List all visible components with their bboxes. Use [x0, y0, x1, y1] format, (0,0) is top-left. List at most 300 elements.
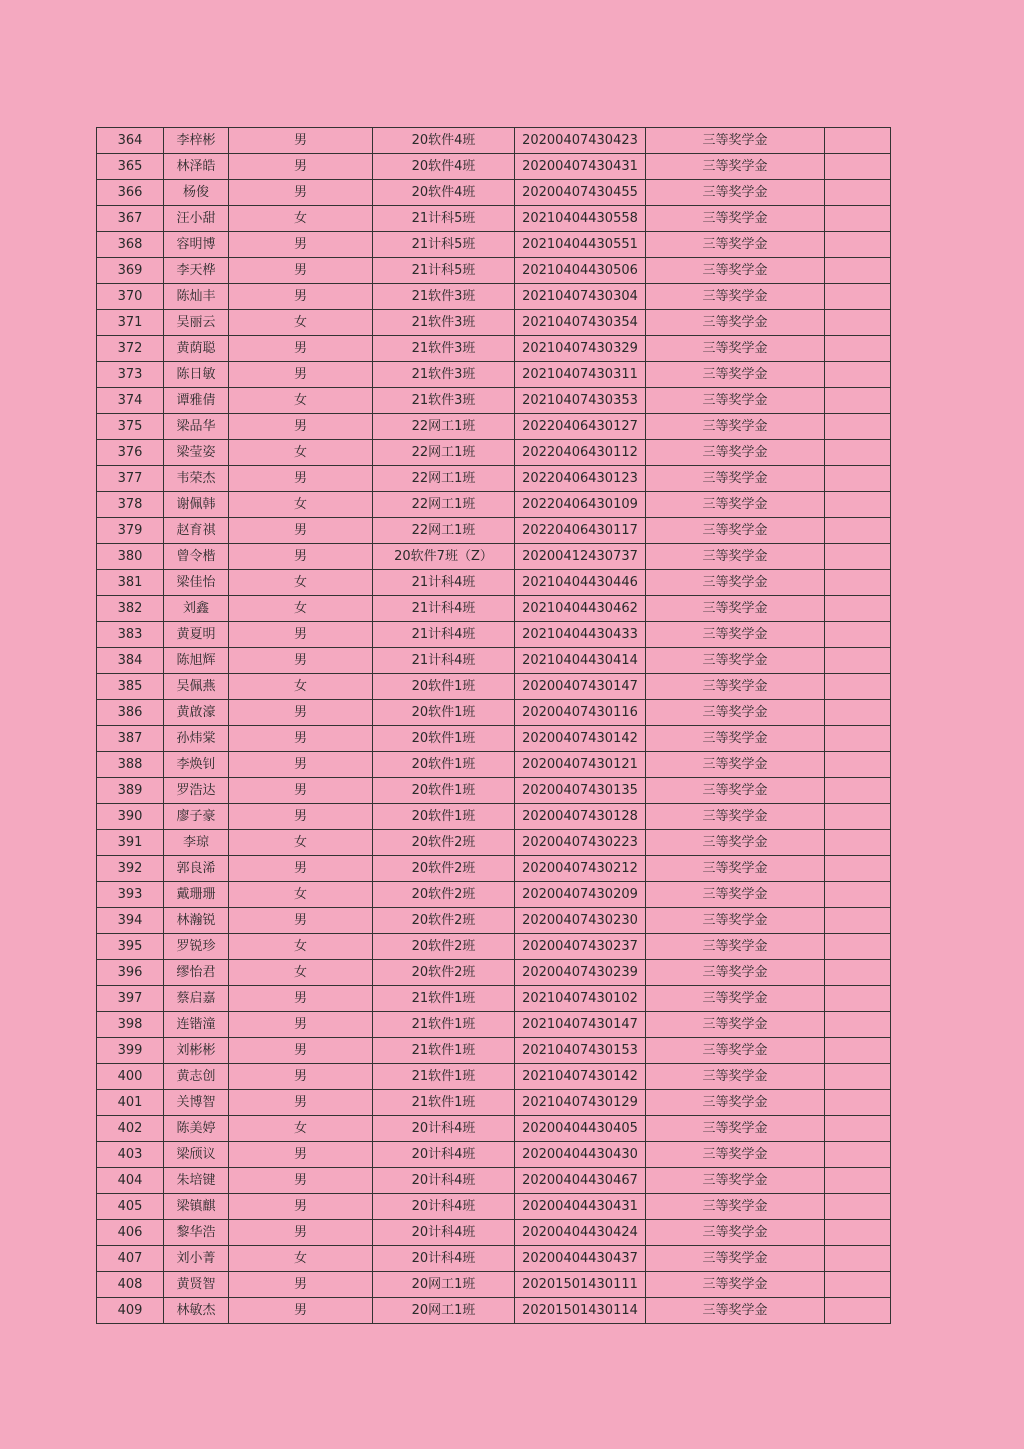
award-cell: 三等奖学金: [646, 1116, 825, 1142]
row-number-cell: 399: [97, 1038, 164, 1064]
row-number-cell: 370: [97, 284, 164, 310]
remark-cell: [825, 856, 891, 882]
award-cell: 三等奖学金: [646, 1090, 825, 1116]
gender-cell: 男: [229, 908, 373, 934]
table-row: [97, 856, 891, 882]
table-row: [97, 1298, 891, 1324]
table-row: [97, 986, 891, 1012]
row-number-cell: 402: [97, 1116, 164, 1142]
award-cell: 三等奖学金: [646, 1298, 825, 1324]
table-row: [97, 960, 891, 986]
award-cell: 三等奖学金: [646, 674, 825, 700]
class-cell: 21计科5班: [373, 206, 515, 232]
student-name-cell: 罗锐珍: [164, 934, 229, 960]
award-cell: 三等奖学金: [646, 934, 825, 960]
award-cell: 三等奖学金: [646, 908, 825, 934]
table-row: [97, 1038, 891, 1064]
class-cell: 20计科4班: [373, 1142, 515, 1168]
table-row: [97, 206, 891, 232]
student-id-cell: 20210404430414: [515, 648, 646, 674]
gender-cell: 女: [229, 960, 373, 986]
award-cell: 三等奖学金: [646, 466, 825, 492]
row-number-cell: 404: [97, 1168, 164, 1194]
student-id-cell: 20200407430121: [515, 752, 646, 778]
student-id-cell: 20210407430353: [515, 388, 646, 414]
class-cell: 22网工1班: [373, 414, 515, 440]
remark-cell: [825, 674, 891, 700]
award-cell: 三等奖学金: [646, 362, 825, 388]
remark-cell: [825, 804, 891, 830]
student-name-cell: 容明博: [164, 232, 229, 258]
row-number-cell: 374: [97, 388, 164, 414]
gender-cell: 女: [229, 492, 373, 518]
remark-cell: [825, 622, 891, 648]
award-cell: 三等奖学金: [646, 258, 825, 284]
award-cell: 三等奖学金: [646, 778, 825, 804]
gender-cell: 男: [229, 1012, 373, 1038]
table-row: [97, 544, 891, 570]
student-id-cell: 20200407430209: [515, 882, 646, 908]
remark-cell: [825, 414, 891, 440]
class-cell: 21计科5班: [373, 258, 515, 284]
row-number-cell: 372: [97, 336, 164, 362]
row-number-cell: 371: [97, 310, 164, 336]
class-cell: 21软件1班: [373, 1012, 515, 1038]
remark-cell: [825, 362, 891, 388]
award-cell: 三等奖学金: [646, 128, 825, 154]
table-row: [97, 830, 891, 856]
row-number-cell: 377: [97, 466, 164, 492]
award-cell: 三等奖学金: [646, 700, 825, 726]
student-id-cell: 20220406430117: [515, 518, 646, 544]
class-cell: 21计科5班: [373, 232, 515, 258]
remark-cell: [825, 440, 891, 466]
student-name-cell: 黄贤智: [164, 1272, 229, 1298]
student-name-cell: 杨俊: [164, 180, 229, 206]
student-name-cell: 林泽皓: [164, 154, 229, 180]
award-cell: 三等奖学金: [646, 1142, 825, 1168]
remark-cell: [825, 934, 891, 960]
remark-cell: [825, 1220, 891, 1246]
row-number-cell: 368: [97, 232, 164, 258]
table-row: [97, 570, 891, 596]
remark-cell: [825, 128, 891, 154]
award-cell: 三等奖学金: [646, 206, 825, 232]
table-row: [97, 1064, 891, 1090]
table-row: [97, 882, 891, 908]
student-name-cell: 赵育祺: [164, 518, 229, 544]
student-id-cell: 20200407430212: [515, 856, 646, 882]
row-number-cell: 365: [97, 154, 164, 180]
class-cell: 20软件1班: [373, 778, 515, 804]
gender-cell: 女: [229, 1246, 373, 1272]
award-cell: 三等奖学金: [646, 570, 825, 596]
award-cell: 三等奖学金: [646, 336, 825, 362]
remark-cell: [825, 180, 891, 206]
class-cell: 20计科4班: [373, 1168, 515, 1194]
table-row: [97, 674, 891, 700]
row-number-cell: 400: [97, 1064, 164, 1090]
student-id-cell: 20210404430506: [515, 258, 646, 284]
gender-cell: 男: [229, 1090, 373, 1116]
student-name-cell: 孙炜棠: [164, 726, 229, 752]
student-name-cell: 林瀚锐: [164, 908, 229, 934]
remark-cell: [825, 570, 891, 596]
student-name-cell: 汪小甜: [164, 206, 229, 232]
student-id-cell: 20220406430109: [515, 492, 646, 518]
remark-cell: [825, 1116, 891, 1142]
class-cell: 20计科4班: [373, 1116, 515, 1142]
remark-cell: [825, 388, 891, 414]
gender-cell: 男: [229, 1038, 373, 1064]
award-cell: 三等奖学金: [646, 986, 825, 1012]
student-name-cell: 刘小菁: [164, 1246, 229, 1272]
row-number-cell: 403: [97, 1142, 164, 1168]
table-row: [97, 1168, 891, 1194]
student-id-cell: 20200407430135: [515, 778, 646, 804]
class-cell: 20软件4班: [373, 180, 515, 206]
class-cell: 20软件2班: [373, 908, 515, 934]
student-name-cell: 黎华浩: [164, 1220, 229, 1246]
table-row: [97, 232, 891, 258]
class-cell: 21计科4班: [373, 622, 515, 648]
award-cell: 三等奖学金: [646, 882, 825, 908]
class-cell: 20软件4班: [373, 128, 515, 154]
student-name-cell: 黄夏明: [164, 622, 229, 648]
remark-cell: [825, 1064, 891, 1090]
student-id-cell: 20200404430405: [515, 1116, 646, 1142]
row-number-cell: 407: [97, 1246, 164, 1272]
gender-cell: 男: [229, 362, 373, 388]
student-id-cell: 20200407430142: [515, 726, 646, 752]
student-name-cell: 黄荫聪: [164, 336, 229, 362]
student-name-cell: 梁佳怡: [164, 570, 229, 596]
student-name-cell: 吴丽云: [164, 310, 229, 336]
class-cell: 20计科4班: [373, 1194, 515, 1220]
remark-cell: [825, 648, 891, 674]
gender-cell: 女: [229, 674, 373, 700]
student-id-cell: 20200404430467: [515, 1168, 646, 1194]
gender-cell: 女: [229, 882, 373, 908]
remark-cell: [825, 284, 891, 310]
student-id-cell: 20210407430142: [515, 1064, 646, 1090]
class-cell: 22网工1班: [373, 440, 515, 466]
table-row: [97, 154, 891, 180]
remark-cell: [825, 1038, 891, 1064]
student-name-cell: 谭雅倩: [164, 388, 229, 414]
table-row: [97, 596, 891, 622]
row-number-cell: 406: [97, 1220, 164, 1246]
class-cell: 20软件4班: [373, 154, 515, 180]
award-cell: 三等奖学金: [646, 752, 825, 778]
award-cell: 三等奖学金: [646, 622, 825, 648]
row-number-cell: 408: [97, 1272, 164, 1298]
remark-cell: [825, 830, 891, 856]
remark-cell: [825, 1142, 891, 1168]
award-cell: 三等奖学金: [646, 596, 825, 622]
award-cell: 三等奖学金: [646, 830, 825, 856]
student-id-cell: 20200407430116: [515, 700, 646, 726]
table-row: [97, 1246, 891, 1272]
student-name-cell: 陈日敏: [164, 362, 229, 388]
remark-cell: [825, 700, 891, 726]
student-name-cell: 黄啟濠: [164, 700, 229, 726]
table-row: [97, 778, 891, 804]
student-id-cell: 20220406430112: [515, 440, 646, 466]
table-row: [97, 804, 891, 830]
gender-cell: 女: [229, 596, 373, 622]
student-name-cell: 韦荣杰: [164, 466, 229, 492]
award-cell: 三等奖学金: [646, 414, 825, 440]
table-row: [97, 752, 891, 778]
table-row: [97, 908, 891, 934]
gender-cell: 女: [229, 206, 373, 232]
row-number-cell: 375: [97, 414, 164, 440]
award-cell: 三等奖学金: [646, 960, 825, 986]
remark-cell: [825, 544, 891, 570]
student-id-cell: 20200407430128: [515, 804, 646, 830]
row-number-cell: 396: [97, 960, 164, 986]
award-cell: 三等奖学金: [646, 232, 825, 258]
award-cell: 三等奖学金: [646, 388, 825, 414]
table-row: [97, 1272, 891, 1298]
award-cell: 三等奖学金: [646, 154, 825, 180]
student-id-cell: 20200412430737: [515, 544, 646, 570]
gender-cell: 男: [229, 284, 373, 310]
table-row: [97, 362, 891, 388]
class-cell: 20软件2班: [373, 934, 515, 960]
remark-cell: [825, 466, 891, 492]
award-cell: 三等奖学金: [646, 1064, 825, 1090]
award-cell: 三等奖学金: [646, 492, 825, 518]
award-cell: 三等奖学金: [646, 1012, 825, 1038]
remark-cell: [825, 778, 891, 804]
row-number-cell: 369: [97, 258, 164, 284]
row-number-cell: 389: [97, 778, 164, 804]
student-id-cell: 20210404430446: [515, 570, 646, 596]
table-row: [97, 934, 891, 960]
gender-cell: 男: [229, 1064, 373, 1090]
student-name-cell: 刘彬彬: [164, 1038, 229, 1064]
row-number-cell: 401: [97, 1090, 164, 1116]
row-number-cell: 392: [97, 856, 164, 882]
student-id-cell: 20210407430329: [515, 336, 646, 362]
student-id-cell: 20200407430237: [515, 934, 646, 960]
student-id-cell: 20200407430147: [515, 674, 646, 700]
gender-cell: 女: [229, 570, 373, 596]
remark-cell: [825, 986, 891, 1012]
award-cell: 三等奖学金: [646, 856, 825, 882]
award-cell: 三等奖学金: [646, 726, 825, 752]
student-id-cell: 20220406430127: [515, 414, 646, 440]
table-row: [97, 284, 891, 310]
award-cell: 三等奖学金: [646, 1168, 825, 1194]
remark-cell: [825, 752, 891, 778]
roster-table-body: [97, 128, 891, 1324]
table-row: [97, 180, 891, 206]
student-id-cell: 20200407430239: [515, 960, 646, 986]
student-name-cell: 朱培键: [164, 1168, 229, 1194]
gender-cell: 男: [229, 544, 373, 570]
student-id-cell: 20210407430304: [515, 284, 646, 310]
remark-cell: [825, 908, 891, 934]
student-name-cell: 谢佩韩: [164, 492, 229, 518]
award-cell: 三等奖学金: [646, 1038, 825, 1064]
row-number-cell: 366: [97, 180, 164, 206]
student-name-cell: 缪怡君: [164, 960, 229, 986]
class-cell: 22网工1班: [373, 492, 515, 518]
student-name-cell: 梁颀议: [164, 1142, 229, 1168]
row-number-cell: 384: [97, 648, 164, 674]
student-id-cell: 20200404430430: [515, 1142, 646, 1168]
gender-cell: 男: [229, 128, 373, 154]
remark-cell: [825, 726, 891, 752]
student-id-cell: 20200407430423: [515, 128, 646, 154]
award-cell: 三等奖学金: [646, 1220, 825, 1246]
student-name-cell: 郭良浠: [164, 856, 229, 882]
remark-cell: [825, 1194, 891, 1220]
row-number-cell: 378: [97, 492, 164, 518]
table-row: [97, 258, 891, 284]
class-cell: 20软件2班: [373, 856, 515, 882]
student-name-cell: 梁品华: [164, 414, 229, 440]
class-cell: 20软件7班（Z）: [373, 544, 515, 570]
row-number-cell: 383: [97, 622, 164, 648]
award-cell: 三等奖学金: [646, 1272, 825, 1298]
remark-cell: [825, 206, 891, 232]
remark-cell: [825, 310, 891, 336]
remark-cell: [825, 1272, 891, 1298]
scholarship-roster-table: [96, 127, 891, 1324]
student-name-cell: 刘鑫: [164, 596, 229, 622]
row-number-cell: 367: [97, 206, 164, 232]
class-cell: 21软件3班: [373, 310, 515, 336]
student-name-cell: 黄志创: [164, 1064, 229, 1090]
student-name-cell: 陈灿丰: [164, 284, 229, 310]
table-row: [97, 1142, 891, 1168]
student-id-cell: 20200407430431: [515, 154, 646, 180]
row-number-cell: 381: [97, 570, 164, 596]
student-id-cell: 20210407430129: [515, 1090, 646, 1116]
gender-cell: 男: [229, 1272, 373, 1298]
award-cell: 三等奖学金: [646, 518, 825, 544]
gender-cell: 男: [229, 1298, 373, 1324]
student-id-cell: 20200404430431: [515, 1194, 646, 1220]
class-cell: 21软件3班: [373, 388, 515, 414]
gender-cell: 男: [229, 726, 373, 752]
student-name-cell: 林敏杰: [164, 1298, 229, 1324]
class-cell: 20计科4班: [373, 1246, 515, 1272]
student-id-cell: 20200404430424: [515, 1220, 646, 1246]
gender-cell: 男: [229, 414, 373, 440]
row-number-cell: 390: [97, 804, 164, 830]
table-row: [97, 622, 891, 648]
gender-cell: 女: [229, 440, 373, 466]
table-row: [97, 310, 891, 336]
class-cell: 21软件1班: [373, 1090, 515, 1116]
student-id-cell: 20210407430311: [515, 362, 646, 388]
student-name-cell: 关博智: [164, 1090, 229, 1116]
row-number-cell: 386: [97, 700, 164, 726]
gender-cell: 女: [229, 1116, 373, 1142]
table-row: [97, 700, 891, 726]
student-name-cell: 廖子豪: [164, 804, 229, 830]
award-cell: 三等奖学金: [646, 180, 825, 206]
class-cell: 21计科4班: [373, 570, 515, 596]
gender-cell: 男: [229, 1220, 373, 1246]
class-cell: 20网工1班: [373, 1272, 515, 1298]
gender-cell: 男: [229, 154, 373, 180]
class-cell: 20软件1班: [373, 674, 515, 700]
row-number-cell: 398: [97, 1012, 164, 1038]
gender-cell: 男: [229, 986, 373, 1012]
row-number-cell: 395: [97, 934, 164, 960]
student-name-cell: 戴珊珊: [164, 882, 229, 908]
class-cell: 20软件2班: [373, 882, 515, 908]
table-row: [97, 128, 891, 154]
gender-cell: 男: [229, 648, 373, 674]
class-cell: 22网工1班: [373, 466, 515, 492]
student-name-cell: 李梓彬: [164, 128, 229, 154]
class-cell: 20软件1班: [373, 700, 515, 726]
table-row: [97, 648, 891, 674]
row-number-cell: 397: [97, 986, 164, 1012]
table-row: [97, 336, 891, 362]
row-number-cell: 382: [97, 596, 164, 622]
student-id-cell: 20200407430223: [515, 830, 646, 856]
gender-cell: 男: [229, 856, 373, 882]
student-name-cell: 李天桦: [164, 258, 229, 284]
student-id-cell: 20201501430114: [515, 1298, 646, 1324]
remark-cell: [825, 882, 891, 908]
gender-cell: 男: [229, 258, 373, 284]
class-cell: 20软件2班: [373, 830, 515, 856]
gender-cell: 男: [229, 622, 373, 648]
table-row: [97, 1194, 891, 1220]
row-number-cell: 405: [97, 1194, 164, 1220]
award-cell: 三等奖学金: [646, 648, 825, 674]
row-number-cell: 394: [97, 908, 164, 934]
gender-cell: 女: [229, 934, 373, 960]
remark-cell: [825, 518, 891, 544]
row-number-cell: 380: [97, 544, 164, 570]
award-cell: 三等奖学金: [646, 284, 825, 310]
class-cell: 20软件1班: [373, 726, 515, 752]
award-cell: 三等奖学金: [646, 544, 825, 570]
remark-cell: [825, 1168, 891, 1194]
student-name-cell: 吴佩燕: [164, 674, 229, 700]
row-number-cell: 385: [97, 674, 164, 700]
table-row: [97, 1116, 891, 1142]
student-name-cell: 罗浩达: [164, 778, 229, 804]
student-name-cell: 陈旭辉: [164, 648, 229, 674]
gender-cell: 男: [229, 336, 373, 362]
award-cell: 三等奖学金: [646, 310, 825, 336]
gender-cell: 男: [229, 778, 373, 804]
student-id-cell: 20210407430102: [515, 986, 646, 1012]
student-id-cell: 20210404430551: [515, 232, 646, 258]
student-id-cell: 20200407430230: [515, 908, 646, 934]
student-name-cell: 李焕钊: [164, 752, 229, 778]
table-row: [97, 1220, 891, 1246]
student-name-cell: 李琼: [164, 830, 229, 856]
award-cell: 三等奖学金: [646, 440, 825, 466]
student-id-cell: 20200407430455: [515, 180, 646, 206]
remark-cell: [825, 1090, 891, 1116]
class-cell: 22网工1班: [373, 518, 515, 544]
row-number-cell: 393: [97, 882, 164, 908]
gender-cell: 女: [229, 310, 373, 336]
